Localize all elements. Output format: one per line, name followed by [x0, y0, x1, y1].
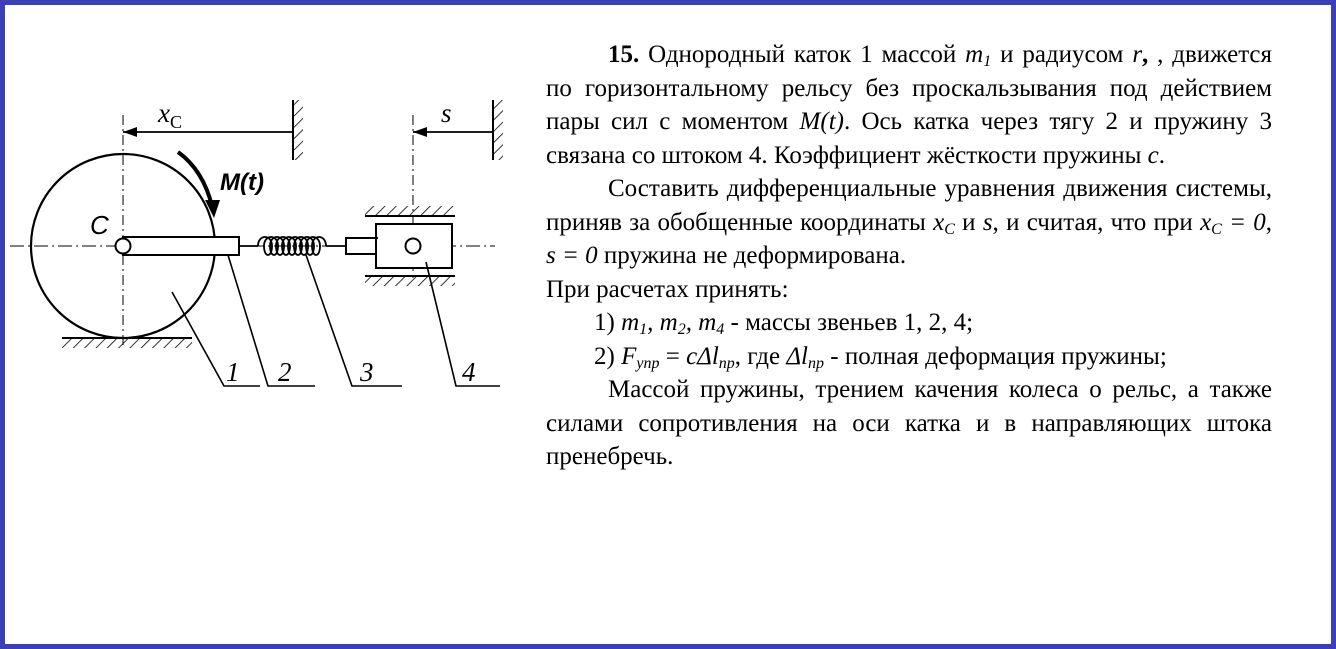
moment-label: M(t): [220, 169, 264, 196]
problem-paragraph-2: Составить дифференциальные уравнения движения системы, приняв за обобщенные координаты $x_C$ и s, и считая, что при $x_C = 0$, s = 0 пружина не деформирована.: [546, 175, 1272, 269]
ground-rail: [62, 338, 192, 348]
s-dimension: [413, 100, 503, 160]
mechanism-diagram: [10, 60, 530, 420]
problem-paragraph-1: 15. Однородный каток 1 массой $m_1$ и радиусом r, , движется по горизонтальному рельсу без проскальзывания под действием пары сил с моментом M(t). Ось катка через тягу 2 и пружину 3 связана со штоком 4. Коэффициент жёсткости пружины c.: [546, 41, 1273, 169]
center-label: C: [90, 210, 109, 240]
assumption-2: 2) $F_{упр} = c\Delta l_{пр}$, где $\Delta l_{пр}$ - полная деформация пружины;: [594, 342, 1167, 372]
leader-lines: [172, 255, 500, 386]
spring-connector-rod: [346, 238, 378, 254]
moment-arrow: [178, 152, 212, 206]
s-label: s: [441, 98, 452, 128]
stem-guide-4: [365, 206, 455, 286]
rod-2: [116, 237, 240, 255]
assumption-1: 1) $m_1$, $m_2$, $m_4$ - массы звеньев 1, 2, 4;: [594, 309, 974, 338]
part-label-1: 1: [226, 357, 240, 387]
xc-label: $x_C$: [158, 98, 182, 132]
part-label-2: 2: [278, 357, 292, 387]
mechanism-svg: [10, 60, 530, 420]
problem-paragraph-3: При расчетах принять:: [546, 275, 789, 303]
part-label-4: 4: [462, 357, 476, 387]
problem-text: [546, 38, 1272, 474]
xc-dimension: [123, 100, 303, 160]
part-label-3: 3: [360, 357, 374, 387]
problem-number: 15.: [608, 41, 640, 68]
problem-paragraph-4: Массой пружины, трением качения колеса о рельс, а также силами сопротивления на оси катка и в направляющих штока пренебречь.: [546, 376, 1272, 470]
